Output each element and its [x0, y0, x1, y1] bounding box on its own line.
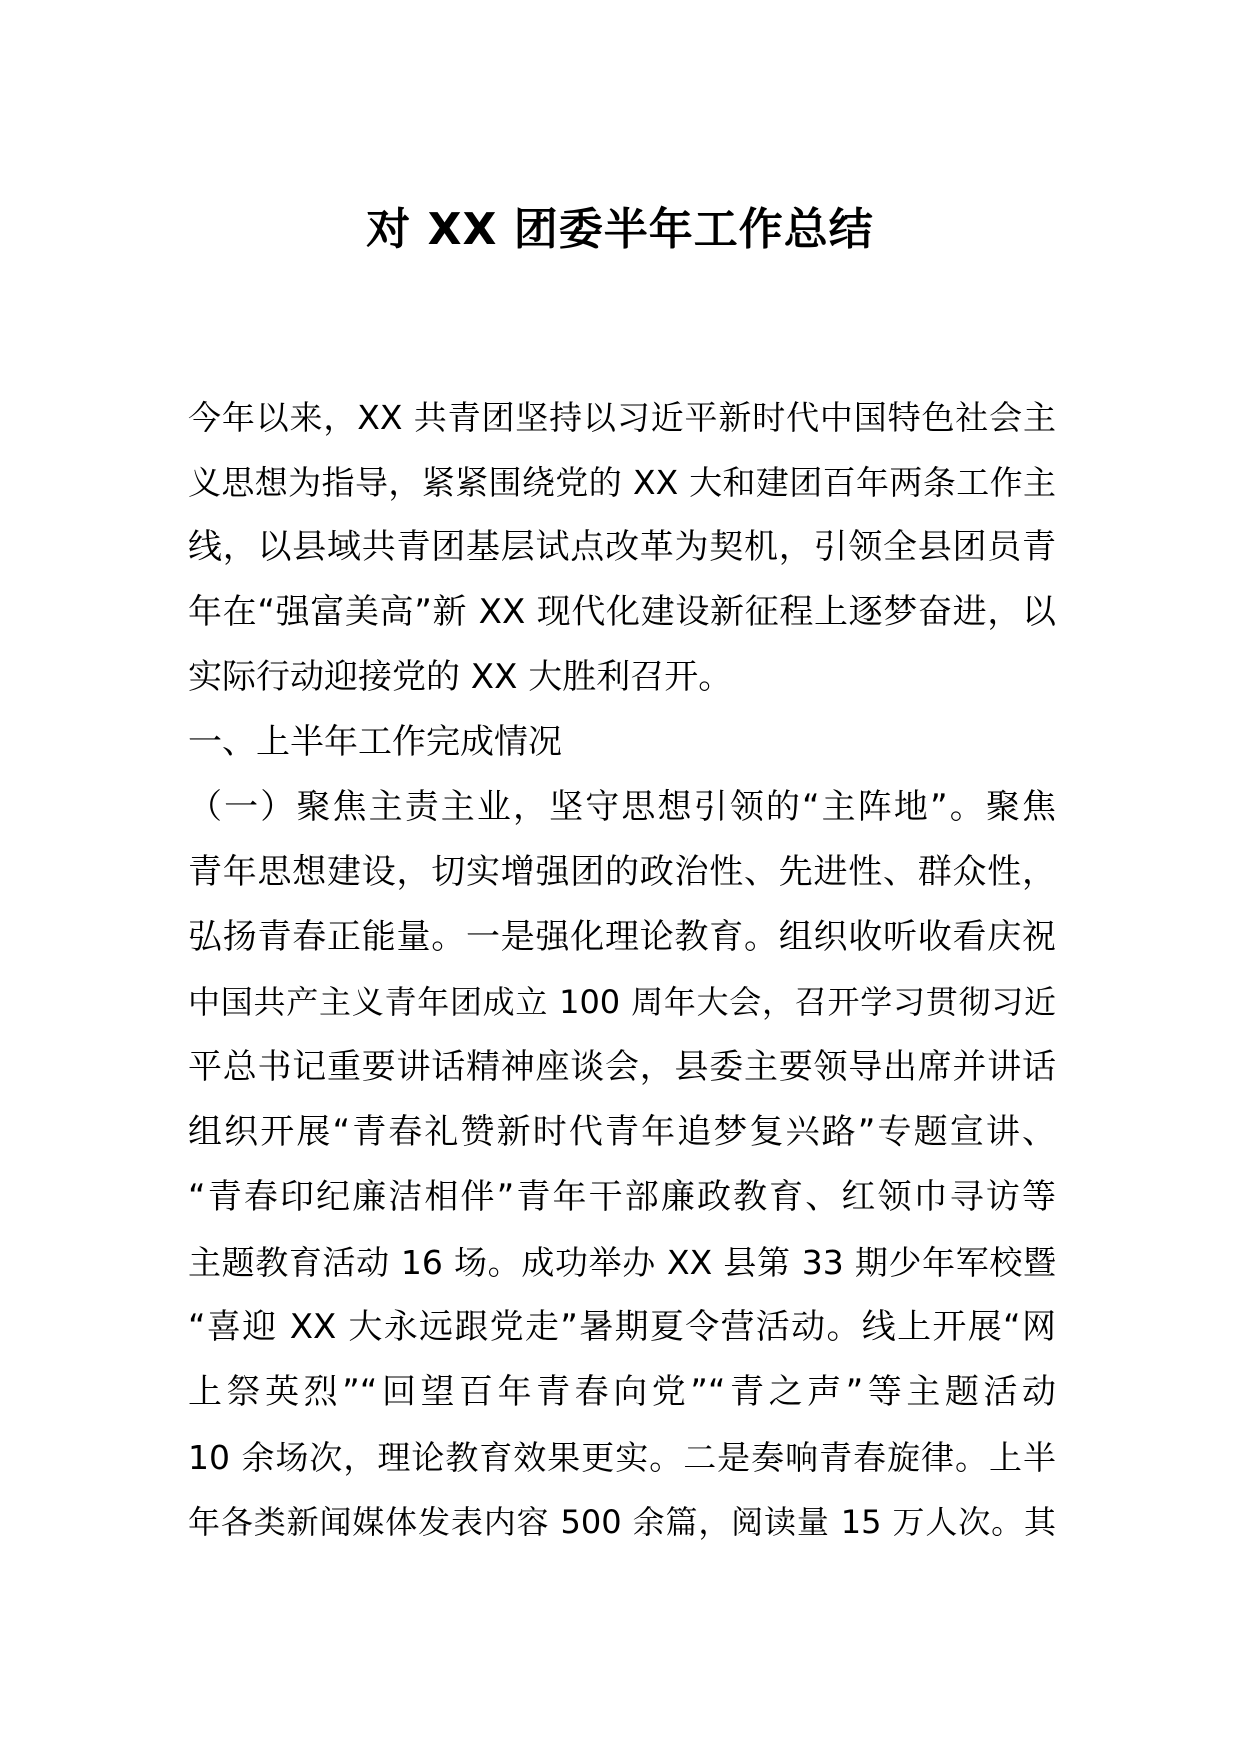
text-line: “喜迎 XX 大永远跟党走”暑期夏令营活动。线上开展“网 — [188, 1307, 1056, 1347]
text-line: 组织开展“青春礼赞新时代青年追梦复兴路”专题宣讲、 — [188, 1112, 1056, 1152]
text-line: 青年思想建设，切实增强团的政治性、先进性、群众性， — [188, 852, 1056, 892]
document-title: 对 XX 团委半年工作总结 — [366, 204, 874, 255]
text-line: 10 余场次，理论教育效果更实。二是奏响青春旋律。上半 — [188, 1438, 1056, 1477]
text-line: 主题教育活动 16 场。成功举办 XX 县第 33 期少年军校暨 — [188, 1243, 1056, 1282]
text-line: 年在“强富美高”新 XX 现代化建设新征程上逐梦奋进，以 — [188, 592, 1056, 632]
text-line: 实际行动迎接党的 XX 大胜利召开。 — [188, 657, 733, 697]
text-line: 一、上半年工作完成情况 — [188, 722, 562, 762]
text-line: 弘扬青春正能量。一是强化理论教育。组织收听收看庆祝 — [188, 917, 1056, 957]
text-line: （一）聚焦主责主业，坚守思想引领的“主阵地”。聚焦 — [188, 787, 1056, 827]
text-line: 中国共产主义青年团成立 100 周年大会，召开学习贯彻习近 — [188, 983, 1056, 1021]
text-line: 今年以来，XX 共青团坚持以习近平新时代中国特色社会主 — [188, 398, 1056, 437]
document-body — [188, 385, 1056, 1555]
text-line: 上祭英烈”“回望百年青春向党”“青之声”等主题活动 — [188, 1372, 1056, 1412]
text-line: 线，以县域共青团基层试点改革为契机，引领全县团员青 — [188, 527, 1056, 567]
text-line: 平总书记重要讲话精神座谈会，县委主要领导出席并讲话 — [188, 1047, 1056, 1087]
text-line: 义思想为指导，紧紧围绕党的 XX 大和建团百年两条工作主 — [188, 463, 1056, 502]
text-line: “青春印纪廉洁相伴”青年干部廉政教育、红领巾寻访等 — [188, 1177, 1056, 1217]
text-line: 年各类新闻媒体发表内容 500 余篇，阅读量 15 万人次。其 — [188, 1503, 1056, 1541]
